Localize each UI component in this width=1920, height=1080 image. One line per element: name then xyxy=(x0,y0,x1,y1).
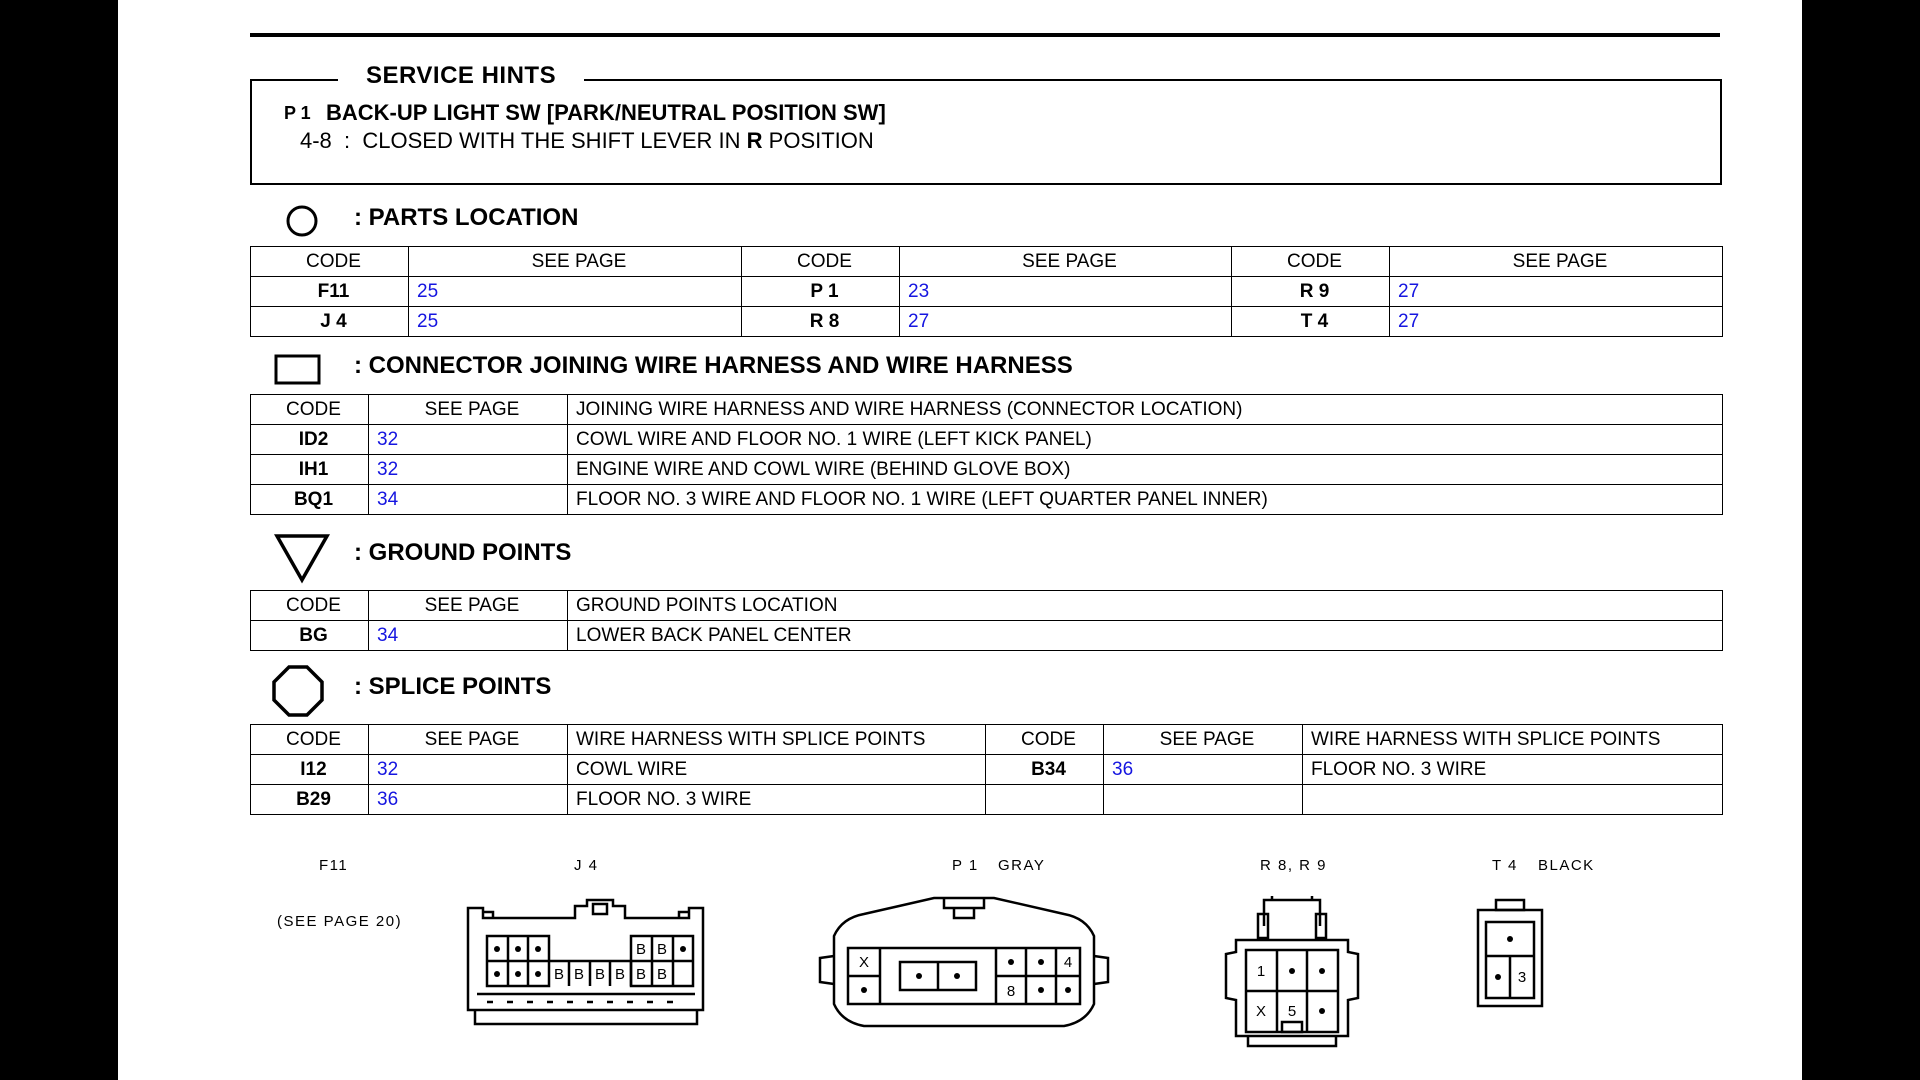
connector-j4-diagram xyxy=(463,898,713,1030)
connector-p1-diagram xyxy=(814,896,1114,1040)
see-page-link[interactable]: 34 xyxy=(369,485,568,515)
table-header-row xyxy=(251,725,1723,755)
connector-f11-label: F11 xyxy=(319,857,349,874)
triangle-symbol-icon xyxy=(274,532,332,584)
header-code: CODE xyxy=(251,247,409,277)
splice-harness xyxy=(1303,785,1723,815)
see-page-link[interactable]: 27 xyxy=(1390,307,1723,337)
rectangle-symbol-icon xyxy=(274,352,324,388)
connector-code: ID2 xyxy=(251,425,369,455)
table-row xyxy=(251,277,1723,307)
j4-pin-label: B xyxy=(635,941,647,958)
see-page-link[interactable]: 32 xyxy=(369,755,568,785)
connector-f11-note: (SEE PAGE 20) xyxy=(277,913,403,930)
table-header-row xyxy=(251,247,1723,277)
header-code: CODE xyxy=(1232,247,1390,277)
parts-location-table xyxy=(250,246,1723,337)
p1-pin-label: 8 xyxy=(1006,983,1016,1000)
splice-points-title: : SPLICE POINTS xyxy=(354,673,552,700)
connector-t4-label: T 4 xyxy=(1492,857,1518,874)
see-page-link[interactable]: 25 xyxy=(409,277,742,307)
see-page-link[interactable]: 27 xyxy=(900,307,1232,337)
see-page-link[interactable]: 32 xyxy=(369,425,568,455)
service-hint-code: P 1 xyxy=(284,103,311,123)
connector-location: ENGINE WIRE AND COWL WIRE (BEHIND GLOVE BOX) xyxy=(568,455,1723,485)
part-code: J 4 xyxy=(251,307,409,337)
table-row xyxy=(251,755,1723,785)
splice-code: B34 xyxy=(986,755,1104,785)
hint-desc-post: POSITION xyxy=(768,128,874,153)
j4-pin-label: B xyxy=(656,966,668,983)
p1-pin-label: 4 xyxy=(1063,954,1073,971)
header-code: CODE xyxy=(251,591,369,621)
hint-pins: 4-8 xyxy=(300,128,332,153)
j4-pin-label: B xyxy=(635,966,647,983)
header-wire-harness: WIRE HARNESS WITH SPLICE POINTS xyxy=(568,725,986,755)
hint-desc-bold: R xyxy=(746,128,763,153)
header-see-page: SEE PAGE xyxy=(1104,725,1303,755)
connector-code: BQ1 xyxy=(251,485,369,515)
connector-joining-table xyxy=(250,394,1723,515)
header-code: CODE xyxy=(742,247,900,277)
header-see-page: SEE PAGE xyxy=(1390,247,1723,277)
header-description: JOINING WIRE HARNESS AND WIRE HARNESS (CONNECTOR LOCATION) xyxy=(568,395,1723,425)
service-hint-name: BACK-UP LIGHT SW [PARK/NEUTRAL POSITION SW] xyxy=(326,100,886,125)
connector-location: FLOOR NO. 3 WIRE AND FLOOR NO. 1 WIRE (LEFT QUARTER PANEL INNER) xyxy=(568,485,1723,515)
hint-sep: : xyxy=(344,128,351,153)
splice-code: I12 xyxy=(251,755,369,785)
manual-page xyxy=(118,0,1802,1080)
table-row xyxy=(251,307,1723,337)
connector-code: IH1 xyxy=(251,455,369,485)
j4-pin-label: B xyxy=(614,966,626,983)
see-page-link[interactable] xyxy=(1104,785,1303,815)
ground-code: BG xyxy=(251,621,369,651)
table-row xyxy=(251,425,1723,455)
part-code: P 1 xyxy=(742,277,900,307)
octagon-symbol-icon xyxy=(271,664,327,720)
table-header-row xyxy=(251,395,1723,425)
ground-points-title: : GROUND POINTS xyxy=(354,539,572,566)
header-code: CODE xyxy=(251,725,369,755)
ground-location: LOWER BACK PANEL CENTER xyxy=(568,621,1723,651)
r8r9-pin-label: 5 xyxy=(1287,1003,1297,1020)
header-see-page: SEE PAGE xyxy=(369,591,568,621)
r8r9-pin-label: 1 xyxy=(1256,963,1266,980)
table-row xyxy=(251,485,1723,515)
splice-harness: FLOOR NO. 3 WIRE xyxy=(568,785,986,815)
splice-points-table xyxy=(250,724,1723,815)
r8r9-pin-label: X xyxy=(1255,1003,1267,1020)
splice-code xyxy=(986,785,1104,815)
j4-pin-label: B xyxy=(573,966,585,983)
j4-pin-label: B xyxy=(594,966,606,983)
service-hints-title: SERVICE HINTS xyxy=(338,62,584,90)
header-see-page: SEE PAGE xyxy=(900,247,1232,277)
part-code: F11 xyxy=(251,277,409,307)
header-see-page: SEE PAGE xyxy=(409,247,742,277)
see-page-link[interactable]: 25 xyxy=(409,307,742,337)
table-row xyxy=(251,455,1723,485)
table-row xyxy=(251,621,1723,651)
connector-r8r9-label: R 8, R 9 xyxy=(1260,857,1328,874)
header-description: GROUND POINTS LOCATION xyxy=(568,591,1723,621)
table-row xyxy=(251,785,1723,815)
header-code: CODE xyxy=(986,725,1104,755)
header-see-page: SEE PAGE xyxy=(369,725,568,755)
connector-r8r9-diagram xyxy=(1222,896,1362,1052)
see-page-link[interactable]: 27 xyxy=(1390,277,1723,307)
splice-harness: COWL WIRE xyxy=(568,755,986,785)
ground-points-table xyxy=(250,590,1723,651)
connector-p1-label: P 1 xyxy=(952,857,979,874)
connector-joining-title: : CONNECTOR JOINING WIRE HARNESS AND WIRE HARNESS xyxy=(354,352,1073,379)
see-page-link[interactable]: 23 xyxy=(900,277,1232,307)
header-wire-harness: WIRE HARNESS WITH SPLICE POINTS xyxy=(1303,725,1723,755)
see-page-link[interactable]: 34 xyxy=(369,621,568,651)
service-hint-detail xyxy=(300,128,874,154)
see-page-link[interactable]: 36 xyxy=(369,785,568,815)
part-code: R 8 xyxy=(742,307,900,337)
header-code: CODE xyxy=(251,395,369,425)
header-see-page: SEE PAGE xyxy=(369,395,568,425)
part-code: T 4 xyxy=(1232,307,1390,337)
circle-symbol-icon xyxy=(286,204,322,240)
connector-t4-color: BLACK xyxy=(1538,857,1595,874)
j4-pin-label: B xyxy=(553,966,565,983)
top-rule xyxy=(250,33,1720,37)
connector-t4-diagram xyxy=(1468,896,1548,1012)
part-code: R 9 xyxy=(1232,277,1390,307)
connector-location: COWL WIRE AND FLOOR NO. 1 WIRE (LEFT KICK PANEL) xyxy=(568,425,1723,455)
parts-location-title: : PARTS LOCATION xyxy=(354,204,579,231)
connector-j4-label: J 4 xyxy=(574,857,599,874)
splice-harness: FLOOR NO. 3 WIRE xyxy=(1303,755,1723,785)
p1-pin-label: X xyxy=(858,954,870,971)
see-page-link[interactable]: 36 xyxy=(1104,755,1303,785)
t4-pin-label: 3 xyxy=(1517,969,1527,986)
splice-code: B29 xyxy=(251,785,369,815)
hint-desc-pre: CLOSED WITH THE SHIFT LEVER IN xyxy=(362,128,741,153)
see-page-link[interactable]: 32 xyxy=(369,455,568,485)
connector-p1-color: GRAY xyxy=(998,857,1046,874)
table-header-row xyxy=(251,591,1723,621)
j4-pin-label: B xyxy=(656,941,668,958)
